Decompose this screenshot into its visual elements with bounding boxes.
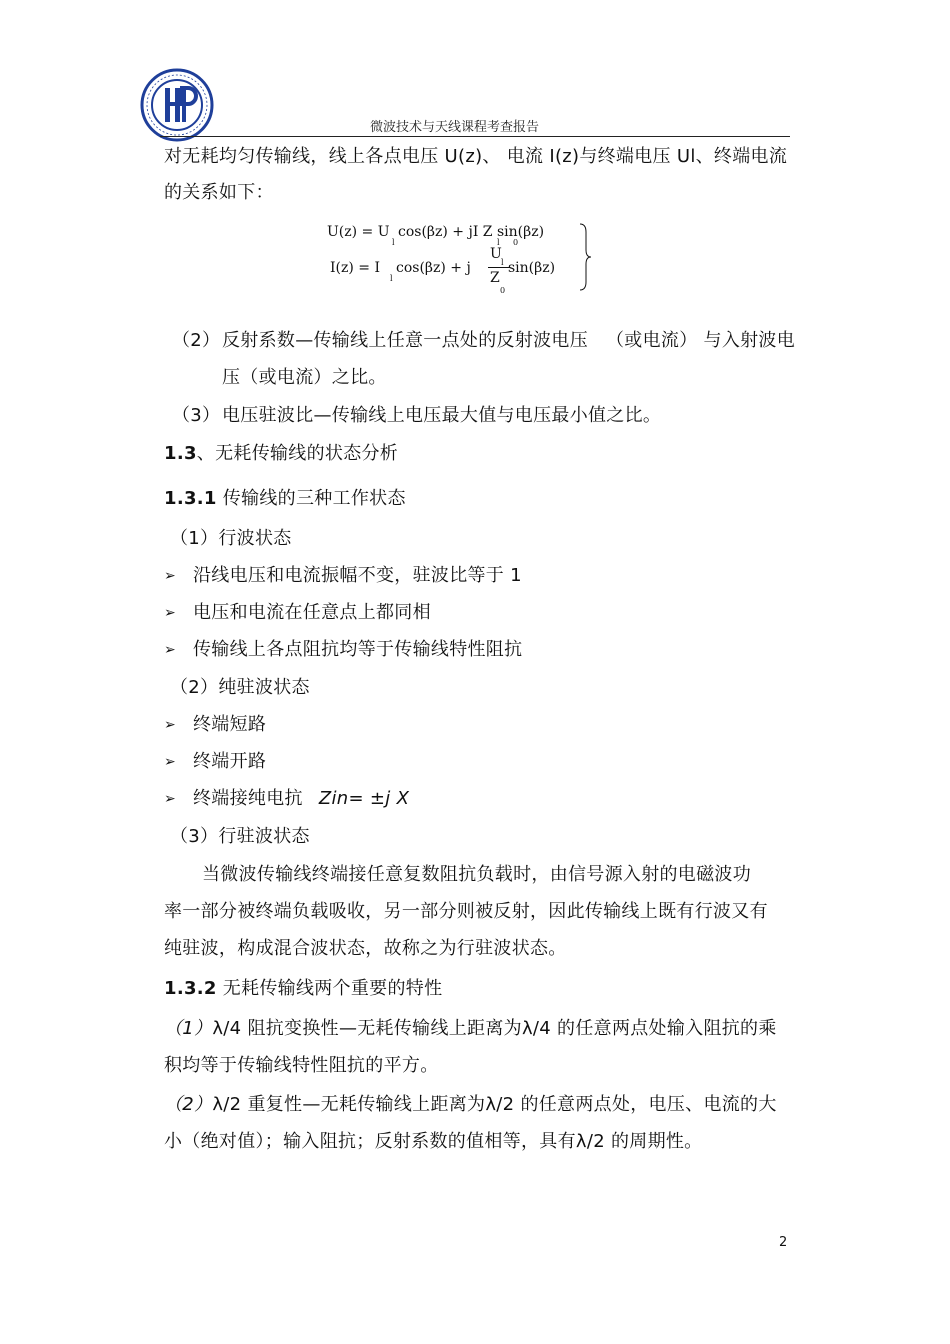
equation-1-rhs: cos(βz) + jI Z sin(βz) <box>398 224 545 240</box>
reflection-definition-line-1: 反射系数—传输线上任意一点处的反射波电压 <box>222 330 588 351</box>
equation-2-rhs: cos(βz) + j <box>396 260 471 276</box>
section-1-3-2-title: 无耗传输线两个重要的特性 <box>216 978 443 999</box>
reflection-definition-line-2: 压（或电流）之比。 <box>222 367 387 388</box>
section-1-3-1-heading <box>164 488 406 510</box>
bullet-arrow-icon: ➢ <box>164 791 176 807</box>
property-1-label: （1） <box>164 1018 213 1039</box>
reactance-formula-zin: Zin= ± <box>318 788 386 809</box>
university-logo <box>140 68 214 142</box>
property-2-line-1 <box>164 1094 777 1116</box>
vswr-label: （3） <box>172 405 221 426</box>
section-1-3-heading <box>164 443 398 465</box>
intro-line-2: 的关系如下： <box>164 182 274 203</box>
standing-item-3-text: 终端接纯电抗 <box>193 788 303 809</box>
bullet-arrow-icon: ➢ <box>164 642 176 658</box>
fraction-numerator-subscript: l <box>501 258 504 267</box>
property-1-line-2: 积均等于传输线特性阻抗的平方。 <box>164 1055 439 1076</box>
property-2-label: （2） <box>164 1094 213 1115</box>
equation-1-subscript-l: l <box>497 238 500 247</box>
mixed-wave-paragraph-line-3: 纯驻波，构成混合波状态，故称之为行驻波状态。 <box>164 938 567 959</box>
section-1-3-2-number: 1.3.2 <box>164 978 217 999</box>
reflection-definition-line-1b: （或电流） 与入射波电 <box>606 330 796 351</box>
property-1-line-1 <box>164 1018 777 1040</box>
equation-2-lhs: I(z) = I <box>330 260 380 276</box>
equation-1-subscript: l <box>392 238 395 247</box>
fraction-bar <box>488 267 510 268</box>
standing-item-1: 终端短路 <box>193 714 267 735</box>
traveling-item-1: 沿线电压和电流振幅不变，驻波比等于 1 <box>193 565 522 586</box>
mixed-wave-paragraph-line-1: 当微波传输线终端接任意复数阻抗负载时，由信号源入射的电磁波功 <box>202 864 751 885</box>
traveling-item-3: 传输线上各点阻抗均等于传输线特性阻抗 <box>193 639 523 660</box>
equation-2-tail: sin(βz) <box>508 260 556 276</box>
equation-2-subscript: l <box>390 274 393 283</box>
section-1-3-2-heading <box>164 978 442 1000</box>
reflection-label: （2） <box>172 330 221 351</box>
section-1-3-number: 1.3 <box>164 443 197 464</box>
mixed-wave-paragraph-line-2: 率一部分被终端负载吸收，另一部分则被反射，因此传输线上既有行波又有 <box>164 901 768 922</box>
fraction-numerator: U <box>490 246 502 262</box>
mixed-wave-heading: （3）行驻波状态 <box>170 826 310 847</box>
reactance-formula-jx: j X <box>385 788 410 809</box>
section-1-3-1-number: 1.3.1 <box>164 488 217 509</box>
bullet-arrow-icon: ➢ <box>164 754 176 770</box>
traveling-item-2: 电压和电流在任意点上都同相 <box>193 602 431 623</box>
property-2-text: λ/2 重复性—无耗传输线上距离为λ/2 的任意两点处，电压、电流的大 <box>212 1094 777 1115</box>
property-2-line-2: 小（绝对值）；输入阻抗；反射系数的值相等，具有λ/2 的周期性。 <box>164 1131 703 1152</box>
section-1-3-title: 、无耗传输线的状态分析 <box>196 443 399 464</box>
standing-item-2: 终端开路 <box>193 751 267 772</box>
equation-1-subscript-0: 0 <box>513 238 519 247</box>
vswr-definition: 电压驻波比—传输线上电压最大值与电压最小值之比。 <box>222 405 662 426</box>
page-number: 2 <box>779 1235 788 1250</box>
traveling-wave-heading: （1）行波状态 <box>170 528 292 549</box>
bullet-arrow-icon: ➢ <box>164 605 176 621</box>
fraction-denominator-subscript: 0 <box>500 286 506 295</box>
standing-wave-heading: （2）纯驻波状态 <box>170 677 310 698</box>
equation-brace <box>578 222 592 292</box>
property-1-text: λ/4 阻抗变换性—无耗传输线上距离为λ/4 的任意两点处输入阻抗的乘 <box>212 1018 777 1039</box>
header-divider <box>160 136 790 137</box>
equation-1-lhs: U(z) = U <box>327 224 390 240</box>
section-1-3-1-title: 传输线的三种工作状态 <box>216 488 406 509</box>
standing-item-3 <box>193 788 409 810</box>
report-header-title: 微波技术与天线课程考查报告 <box>370 120 540 135</box>
intro-line-1: 对无耗均匀传输线，线上各点电压 U(z)、 电流 I(z)与终端电压 Ul、终端电流 <box>164 146 788 167</box>
fraction-denominator: Z <box>490 270 500 286</box>
reactance-formula <box>319 788 409 809</box>
bullet-arrow-icon: ➢ <box>164 717 176 733</box>
bullet-arrow-icon: ➢ <box>164 568 176 584</box>
